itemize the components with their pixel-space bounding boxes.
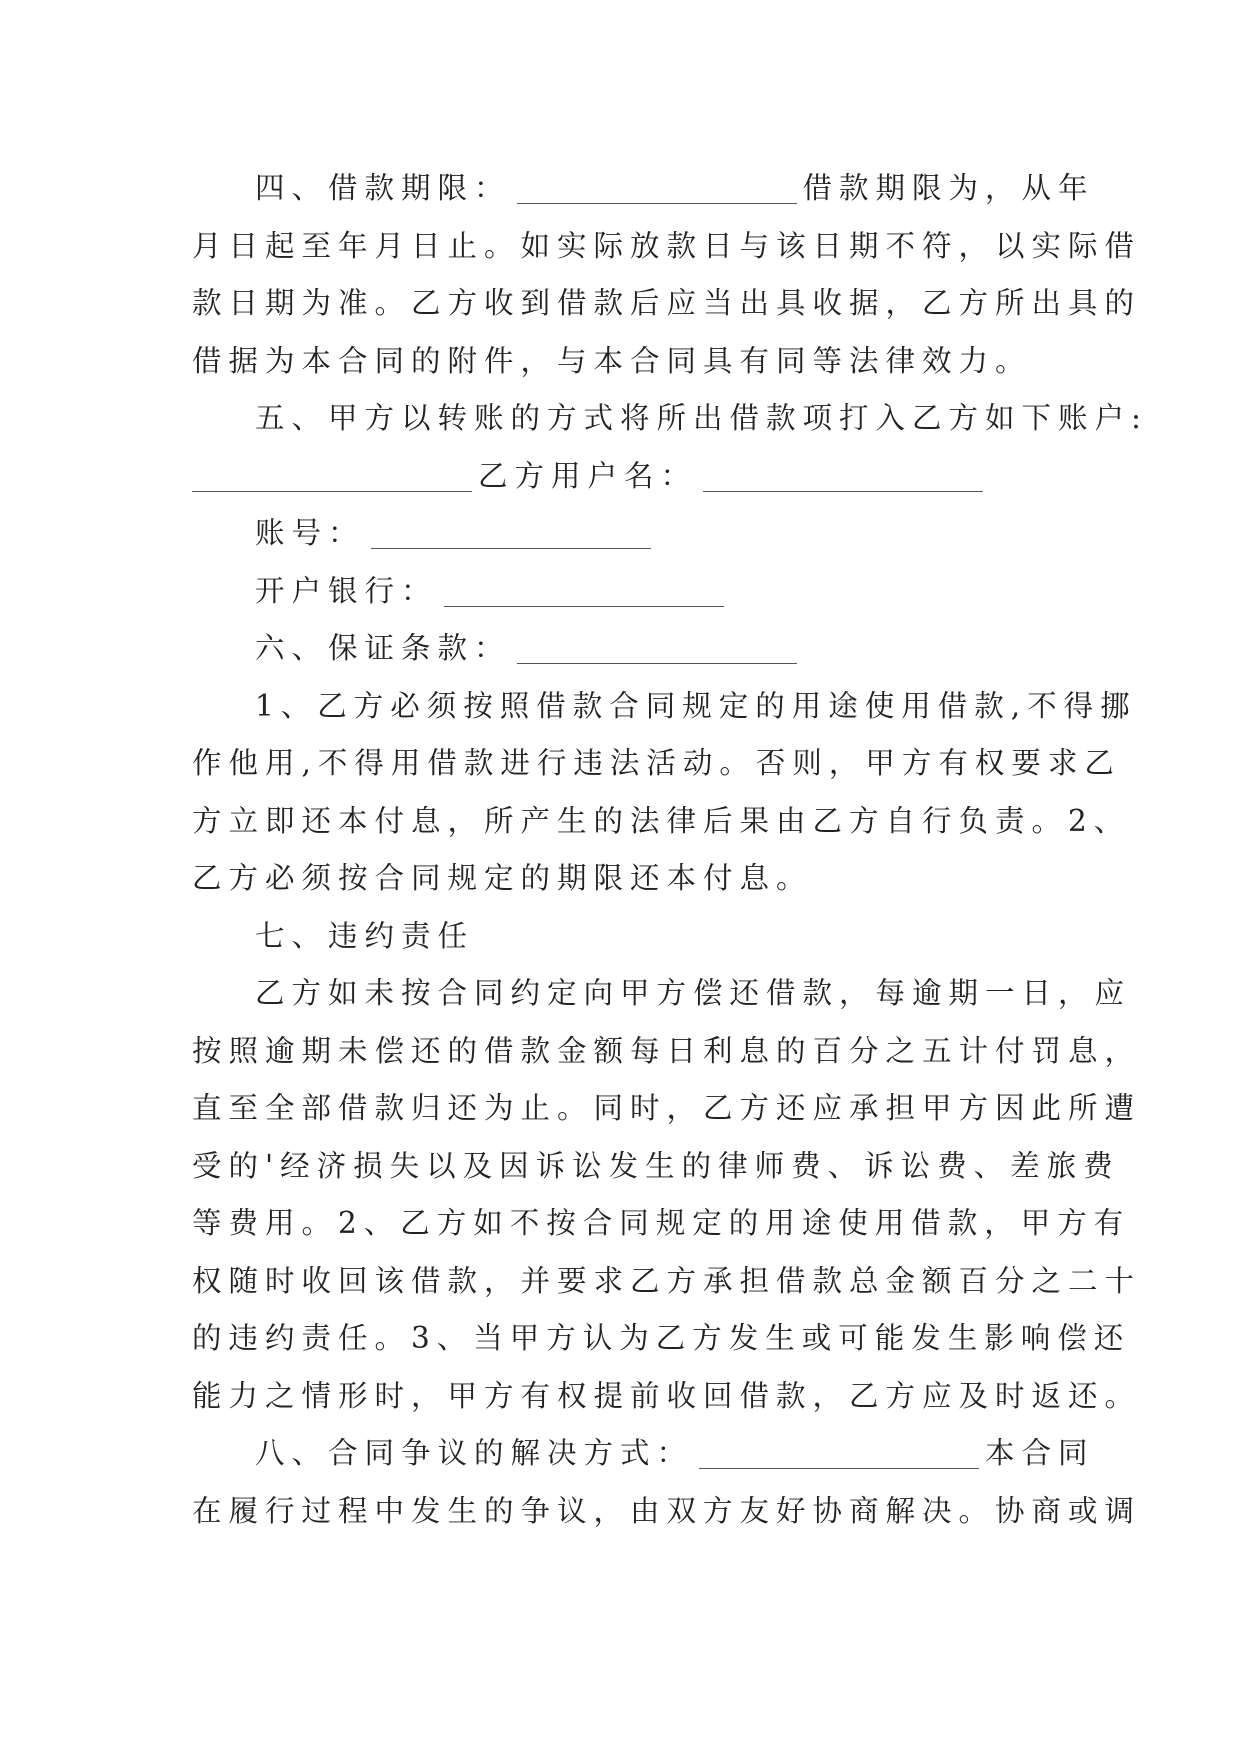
section-6-line-4: 乙方必须按合同规定的期限还本付息。 [192,861,813,895]
dispute-blank [699,1439,979,1469]
section-7-line-3: 直至全部借款归还为止。同时，乙方还应承担甲方因此所遭 [192,1091,1142,1125]
section-7-line-1: 乙方如未按合同约定向甲方偿还借款，每逾期一日，应 [255,976,1132,1010]
pre-account-name-blank [192,462,472,492]
account-name-blank [703,462,983,492]
loan-term-label: 四、借款期限： [255,171,511,205]
section-4-line-3: 款日期为准。乙方收到借款后应当出具收据，乙方所出具的 [192,286,1142,320]
section-7-line-7: 的违约责任。3、当甲方认为乙方发生或可能发生影响偿还 [192,1321,1131,1355]
account-number-label: 账号： [255,516,365,550]
section-6-heading-line [192,620,1062,678]
section-5-bank-line [192,563,1062,621]
section-7-line-8: 能力之情形时，甲方有权提前收回借款，乙方应及时返还。 [192,1378,1142,1413]
document-body [192,160,1148,1540]
account-name-label: 乙方用户名： [478,458,698,493]
guarantee-blank [517,634,797,664]
section-5-account-number-line [192,505,1062,563]
guarantee-label: 六、保证条款： [255,631,511,665]
bank-label: 开户银行： [255,573,438,608]
account-number-blank [371,519,651,549]
section-4-line-4: 借据为本合同的附件，与本合同具有同等法律效力。 [192,343,1032,378]
section-7-line-4: 受的'经济损失以及因诉讼发生的律师费、诉讼费、差旅费 [192,1148,1120,1183]
section-7-line-5: 等费用。2、乙方如不按合同规定的用途使用借款，甲方有 [192,1206,1131,1240]
section-6-line-1: 1、乙方必须按照借款合同规定的用途使用借款,不得挪 [255,688,1137,723]
loan-term-text: 借款期限为，从年 [802,171,1095,205]
section-4-line-1 [192,160,1095,218]
section-5-account-name-line [192,448,1062,506]
section-6-line-2: 作他用,不得用借款进行违法活动。否则，甲方有权要求乙 [192,746,1121,780]
section-6-line-3: 方立即还本付息，所产生的法律后果由乙方自行负责。2、 [192,803,1131,838]
section-8-line-2: 在履行过程中发生的争议，由双方友好协商解决。协商或调 [192,1493,1142,1528]
section-8-line-1 [192,1425,1095,1483]
dispute-text: 本合同 [985,1436,1095,1470]
section-4-line-2: 月日起至年月日止。如实际放款日与该日期不符，以实际借 [192,228,1142,263]
bank-blank [444,577,724,607]
dispute-label: 八、合同争议的解决方式： [255,1436,694,1470]
section-7-line-2: 按照逾期未偿还的借款金额每日利息的百分之五计付罚息， [192,1033,1142,1068]
section-5-line-1: 五、甲方以转账的方式将所出借款项打入乙方如下账户: [255,401,1148,435]
loan-term-blank [517,174,797,204]
section-7-heading: 七、违约责任 [255,918,475,953]
section-7-line-6: 权随时收回该借款，并要求乙方承担借款总金额百分之二十 [192,1263,1142,1298]
